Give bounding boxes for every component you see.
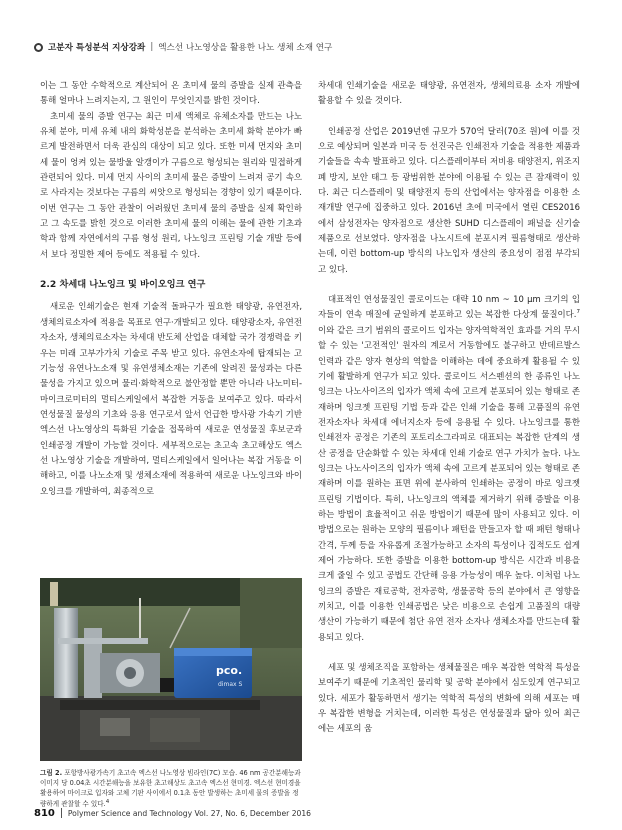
- figure-caption-reference: 4: [105, 798, 110, 805]
- section-title: 2.2 차세대 나노잉크 및 바이오잉크 연구: [40, 279, 206, 291]
- figure-caption: [40, 768, 302, 809]
- header-separator: |: [150, 42, 154, 52]
- right-paragraph-3-part-b: 이와 같은 크기 범위의 콜로이드 입자는 양자역학적인 효과를 거의 무시할 수 있는 '고전적인' 원자의 계로서 거동함에도 불구하고 반데르발스 인력과 같은 양자 현상의 역할을 이해하는 데에 중요하게 활용될 수 있기에 활발하게 연구가 되고 있다. 콜로이드 서스펜션의 한 종류인 나노잉크는 나노사이즈의 입자가 액체 속에 고르게 분포되어 있는 형태로 존재하며 잉크젯 프린팅 기법 등과 같은 인쇄 기술을 통해 고품질의 유연전자소자나 차세대 에너지소자 등에 응용될 수 있다. 나노잉크를 통한 인쇄전자 공정은 기존의 포토리소그라피로 대표되는 복잡한 단계의 생산 공정을 단순화할 수 있는 차세대 인쇄 기술로 연구 가치가 높다. 나노잉크는 나노사이즈의 입자가 액체 속에 고르게 분포되어 있는 형태로 존재하며 이를 원하는 표면 위에 분사하여 인쇄하는 공정이 바로 잉크젯 프린팅 기법이다. 특히, 나노잉크의 액체를 제거하기 위해 증발을 이용하는 방법이 효율적이고 쉬운 방법이기 때문에 많이 사용되고 있다. 이 방법으로는 원하는 모양의 필름이나 패턴을 만들고자 할 때 패턴 형태나 간격, 두께 등을 자유롭게 조절가능하고 소자의 특성이나 집적도도 쉽게 제어 가능하다. 또한 증발을 이용한 bottom-up 방식은 시간과 비용을 크게 줄일 수 있고 공법도 간단해 응용 가능성이 매우 높다. 이처럼 나노잉크의 증발은 재료공학, 전자공학, 생물공학 등의 분야에서 큰 영향을 끼치고, 이를 이용한 인쇄공법은 낮은 비용으로 손쉽게 고품질의 대량 생산이 가능하기 때문에 첨단 유연 전자 소자나 생체소자를 만드는데 활용되고 있다.: [318, 324, 580, 642]
- figure-caption-label: 그림 2.: [40, 769, 63, 777]
- footer-divider: [61, 808, 62, 818]
- figure-caption-text: 포항방사광가속기 초고속 엑스선 나노영상 빔라인(7C) 모습. 46 nm 공간분해능과 이미지 당 0.04초 시간분해능을 보유한 초고해상도 초고속 엑스선 현미경. 엑스선 현미경을 활용하여 마이크로 입자와 고체 기판 사이에서 0.1초 동안 발생하는 초미세 물의 증발을 정량하게 관찰할 수 있다.: [40, 769, 301, 808]
- right-paragraph-4: 세포 및 생체조직을 포함하는 생체물질은 매우 복잡한 역학적 특성을 보여주기 때문에 기초적인 물리학 및 공학 분야에서 심도있게 연구되고 있다. 세포가 활동하면서 생기는 역학적 특성의 변화에 의해 세포는 매우 복잡한 변형을 거치는데, 이러한 특성은 연성물질과 닮아 있어 최근에는 세포의 움: [318, 662, 580, 734]
- left-paragraph-1: 이는 그 동안 수학적으로 계산되어 온 초미세 물의 증발을 실제 관측을 통해 얼마나 느려지는지, 그 원인이 무엇인지를 밝힌 것이다.: [40, 80, 302, 106]
- right-paragraph-1: 차세대 인쇄기술을 새로운 태양광, 유연전자, 생체의료용 소자 개발에 활용할 수 있을 것이다.: [318, 80, 580, 106]
- left-paragraph-3: 새로운 인쇄기술은 현재 기술적 돌파구가 필요한 태양광, 유연전자, 생체의료소자에 적용을 목표로 연구·개발되고 있다. 태양광소자, 유연전자소자, 생체의료소자는 차세대 반도체 산업을 대체할 국가 경쟁력을 키우는 미래 고부가가치 기술로 주목 받고 있다. 유연소자에 탑재되는 고기능성 유연나노소재 및 유연생체소재는 기존에 알려진 물성과는 다른 물성을 가지고 있으며 물리·화학적으로 불안정할 뿐만 아니라 나노미터-마이크로미터의 멀티스케일에서 복잡한 거동을 보여주고 있다. 따라서 연성물질 물성의 기초와 응용 연구로서 앞서 언급한 방사광 가속기 기반 엑스선 나노영상의 특화된 기술을 접목하여 새로운 연성물질 후보군과 인쇄공정 개발이 가능할 것이다. 세부적으로는 초고속 초고해상도 엑스선 나노영상 기술을 개발하여, 멀티스케일에서 일어나는 복잡 거동을 이해하고, 이를 나노소재 및 생체소재에 적용하여 새로운 나노잉크와 바이오잉크를 개발하여, 최종적으로: [40, 301, 302, 496]
- bullet-circle-icon: [34, 43, 43, 52]
- right-paragraph-3: [318, 292, 580, 645]
- camera-model-label: dimax S: [218, 681, 243, 688]
- right-paragraph-3-part-a: 대표적인 연성물질인 콜로이드는 대략 10 nm ~ 10 μm 크기의 입자들이 연속 매질에 균일하게 분포하고 있는 복잡한 다상계 물질이다.: [318, 294, 580, 320]
- right-paragraph-2: 인쇄공정 산업은 2019년엔 규모가 570억 달러(70조 원)에 이를 것으로 예상되며 일본과 미국 등 선진국은 인쇄전자 기술을 적용한 제품과 기술들을 속속 발표하고 있다. 디스플레이부터 저비용 태양전지, 위조지폐 방지, 보안 태그 등 광범위한 분야에 이용될 수 있는 큰 잠재력이 있다. 최근 디스플레이 및 태양전지 등의 산업에서는 양자점을 이용한 소재개발 연구에 집중하고 있다. 2016년 초에 미국에서 열린 CES2016에서 삼성전자는 양자점으로 생산한 SUHD 디스플레이 패널을 신기술제품으로 선보였다. 양자점을 나노시트에 분포시켜 필름형태로 생산하는데, 이런 bottom-up 방식의 나노입자 생산의 중요성이 점점 부각되고 있다.: [318, 125, 580, 274]
- reference-superscript: 7: [576, 309, 580, 316]
- page-number: 810: [34, 807, 55, 819]
- left-paragraph-2: 초미세 물의 증발 연구는 최근 미세 액체로 유체소자를 만드는 나노유체 분야, 미세 유체 내의 화학성분을 분석하는 초미세 화학 분야가 빠르게 발전하면서 더욱 관심의 대상이 되고 있다. 또한 미세 먼지와 초미세 물이 엉켜 있는 물방울 알갱이가 구름으로 형성되는 원리와 밀접하게 관련되어 있다. 미세 먼지 사이의 초미세 물은 증발이 느려져 공기 속으로 사라지는 것보다는 구름의 씨앗으로 형성되는 경향이 있기 때문이다. 이번 연구는 그 동안 관찰이 어려웠던 초미세 물의 증발을 실제 확인하고 그 속도를 밝힌 것으로 이러한 초미세 물의 이해는 물에 관한 기초과학과 함께 자연에서의 구름 형성 원리, 나노잉크 프린팅 기술 개발 등에서 보다 정밀한 제어 등에도 적용될 수 있다.: [40, 110, 302, 259]
- camera-brand-label: pco.: [216, 664, 243, 677]
- header-series-title: 고분자 특성분석 지상강좌: [48, 43, 146, 53]
- beamline-photo-illustration: [40, 578, 302, 761]
- right-column: [318, 78, 580, 737]
- journal-citation: Polymer Science and Technology Vol. 27, No. 6, December 2016: [67, 808, 312, 818]
- left-column: [40, 78, 302, 499]
- page-header: [34, 38, 594, 56]
- beamline-photo: [40, 578, 302, 761]
- header-article-title: 엑스선 나노영상을 활용한 나노 생체 소재 연구: [158, 43, 333, 53]
- page-footer: [34, 806, 594, 820]
